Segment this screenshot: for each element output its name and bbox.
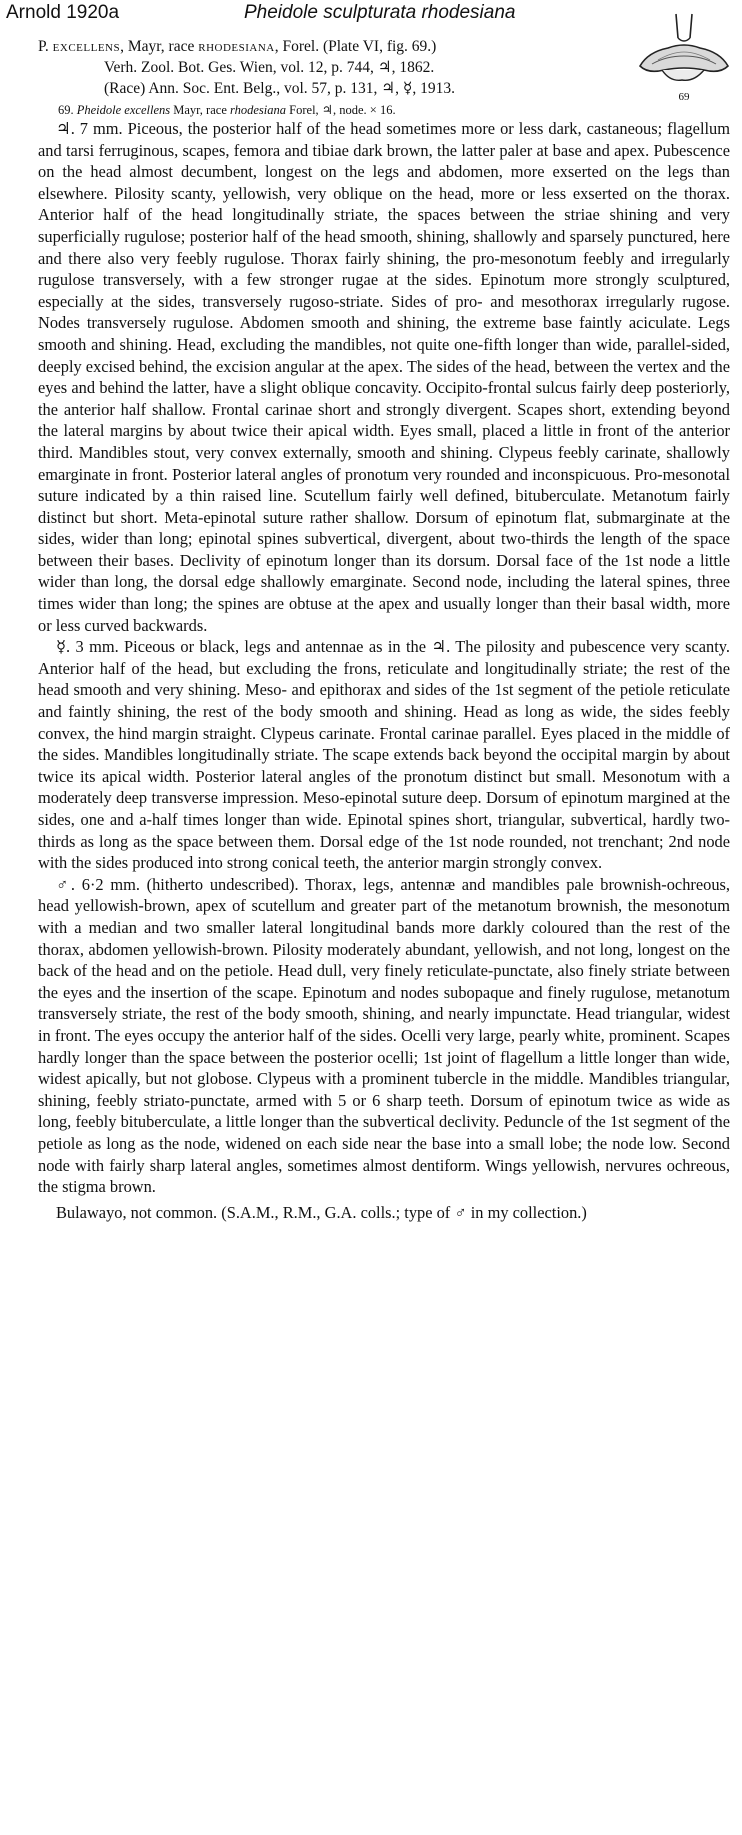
male-description: ♂. 6·2 mm. (hitherto undescribed). Thorax, legs, antennæ and mandibles pale brownish-ochreous, head yellowish-brown, apex of scutellum and greater part of the metanotum brownish, the mesonotum with a median and two smaller lateral longitudinal bands more darkly coloured than the rest of the thorax, abdomen yellowish-brown. Pilosity moderately abundant, yellowish, and not long, longest on the back of the head and on the petiole. Head dull, very finely reticulate-punctate, also finely striate between the eyes and the insertion of the scape. Epinotum and nodes subopaque and finely rugulose, metanotum transversely striate, the rest of the body smooth, shining, and nearly impunctate. Head triangular, widest in front. The eyes occupy the anterior half of the sides. Ocelli very large, pearly white, prominent. Scapes hardly longer than the space between the posterior ocelli; 1st joint of flagellum a little longer than wide, widest apically, but not globose. Clypeus with a prominent tubercle in the middle. Mandibles triangular, shining, feebly striato-punctate, armed with 5 or 6 sharp teeth. Dorsum of epinotum twice as wide as long, feebly bituberculate, a little longer than the subvertical declivity. Peduncle of the 1st segment of the petiole as long as the node, widened on each side near the base into a small lobe; the node low. Second node with fairly sharp lateral angles, sometimes almost dentiform. Wings yellowish, nervures ochreous, the stigma brown. bbox=[38, 874, 730, 1197]
major-description: ♃. 7 mm. Piceous, the posterior half of the head sometimes more or less dark, castaneous; flagellum and tarsi ferruginous, scapes, femora and tibiae dark brown, the latter paler at base and apex. Pubescence on the head almost decumbent, longest on the legs and abdomen, more exserted on the legs than elsewhere. Pilosity scanty, yellowish, very oblique on the head, more or less exserted on the thorax. Anterior half of the head longitudinally striate, the spaces between the striae shining and very superficially rugulose; posterior half of the head smooth, shining, shallowly and sparsely punctured, here and there also very feebly rugulose. Thorax fairly shining, the pro-mesonotum feebly and irregularly rugulose transversely, with a few stronger rugae at the sides. Epinotum more strongly sculptured, especially at the sides, transversely rugoso-striate. Sides of pro- and mesothorax irregularly rugose. Nodes transversely rugulose. Abdomen smooth and shining, the extreme base faintly aciculate. Legs smooth and shining. Head, excluding the mandibles, not quite one-fifth longer than wide, parallel-sided, deeply excised behind, the excision angular at the apex. The sides of the head, between the vertex and the eyes and behind the latter, have a slight oblique concavity. Occipito-frontal sulcus fairly deep posteriorly, the anterior half shallow. Frontal carinae short and strongly divergent. Scapes short, extending beyond the lateral margins by about twice their apical width. Eyes small, placed a little in front of the anterior third. Mandibles stout, very convex externally, smooth and shining. Clypeus feebly carinate, shallowly emarginate in front. Posterior lateral angles of pronotum very rounded and inconspicuous. Pro-mesonotal suture indicated by a thin raised line. Scutellum fairly well defined, bituberculate. Metanotum fairly distinct but short. Meta-epinotal suture rather shallow. Dorsum of epinotum flat, submarginate at the sides, wider than long; epinotal spines subvertical, divergent, about two-thirds the length of the space between their bases. Declivity of epinotum longer than its dorsum. Dorsal face of the 1st node a little wider than long, the dorsal edge shallowly emarginate. Second node, including the lateral spines, three times wider than long; the spines are obtuse at the apex and usually longer than their basal width, more or less curved backwards. bbox=[38, 119, 730, 635]
description-body bbox=[38, 118, 730, 1223]
page-header bbox=[6, 2, 606, 28]
petiole-node-drawing bbox=[632, 8, 736, 108]
citation-line-2: Verh. Zool. Bot. Ges. Wien, vol. 12, p. 744, ♃, 1862. bbox=[104, 59, 435, 76]
citation-genus: P. bbox=[38, 38, 53, 55]
citation-plate-ref: , Forel. (Plate VI, fig. 69.) bbox=[274, 38, 437, 55]
citations-block bbox=[38, 36, 628, 99]
caption-number: 69. bbox=[58, 103, 74, 117]
worker-description: ☿. 3 mm. Piceous or black, legs and antennae as in the ♃. The pilosity and pubescence very scanty. Anterior half of the head, but excluding the frons, reticulate and longitudinally striate; the rest of the head smooth and very shining. Meso- and epithorax and sides of the 1st segment of the petiole reticulate and faintly shining, the rest of the body smooth and shining. Head as long as wide, the sides feebly convex, the hind margin straight. Clypeus carinate. Frontal carinae parallel. Eyes placed in the middle of the sides. Mandibles longitudinally striate. The scape extends back beyond the occipital margin by about twice its apical width. Posterior lateral angles of the pronotum distinct but small. Mesonotum with a moderately deep transverse impression. Meso-epinotal suture deep. Dorsum of epinotum margined at the sides, one and a-half times longer than wide. Epinotal spines short, triangular, subvertical, hardly two-thirds as long as the space between them. Dorsal edge of the 1st node rounded, not trenchant; 2nd node with the sides produced into strong conical teeth, the anterior margin strongly convex. bbox=[38, 637, 730, 873]
citation-species-name: excellens bbox=[52, 38, 121, 55]
citation-line-3: (Race) Ann. Soc. Ent. Belg., vol. 57, p. 131, ♃, ☿, 1913. bbox=[104, 80, 456, 97]
caption-taxon: Pheidole excellens bbox=[76, 103, 171, 117]
caption-post: Forel, ♃, node. × 16. bbox=[286, 103, 396, 117]
caption-race: rhodesiana bbox=[230, 103, 287, 117]
author-year: Arnold 1920a bbox=[6, 2, 120, 23]
citation-race-name: rhodesiana bbox=[198, 38, 275, 55]
figure-number: 69 bbox=[678, 91, 690, 103]
citation-line-1 bbox=[38, 36, 628, 57]
species-title: Pheidole sculpturata rhodesiana bbox=[244, 2, 516, 23]
citation-race-label: , Mayr, race bbox=[120, 38, 199, 55]
locality-note: Bulawayo, not common. (S.A.M., R.M., G.A. colls.; type of ♂ in my collection.) bbox=[56, 1202, 587, 1222]
caption-mid: Mayr, race bbox=[170, 103, 230, 117]
node-figure bbox=[632, 8, 736, 108]
figure-caption bbox=[58, 102, 618, 118]
